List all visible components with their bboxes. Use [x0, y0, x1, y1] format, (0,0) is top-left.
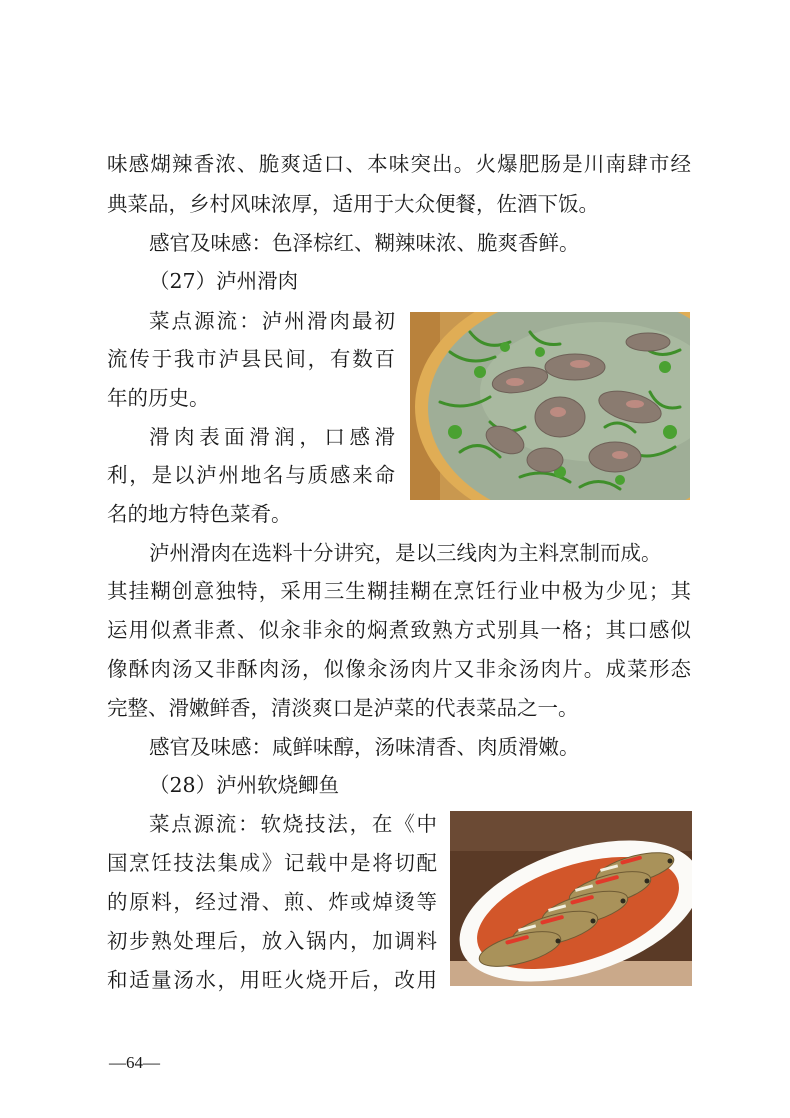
body-line: 名的地方特色菜肴。 — [107, 502, 292, 526]
page-number: —64— — [109, 1053, 160, 1072]
body-line: 初步熟处理后，放入锅内，加调料 — [107, 929, 437, 953]
body-line: 味感煳辣香浓、脆爽适口、本味突出。火爆肥肠是川南肆市经 — [107, 152, 691, 176]
body-line: 利，是以泸州地名与质感来命 — [107, 463, 395, 487]
luzhou-pork-soup-photo — [410, 312, 690, 500]
body-line: 运用似煮非煮、似汆非汆的焖煮致熟方式别具一格；其口感似 — [107, 618, 691, 642]
section-heading-27: （27）泸州滑肉 — [149, 269, 299, 293]
body-line: 流传于我市泸县民间，有数百 — [107, 347, 395, 371]
body-line: 感官及味感：咸鲜味醇，汤味清香、肉质滑嫩。 — [149, 735, 580, 759]
body-line: 菜点源流：泸州滑肉最初 — [149, 309, 395, 333]
body-line: 其挂糊创意独特，采用三生糊挂糊在烹饪行业中极为少见；其 — [107, 579, 691, 603]
body-line: 典菜品，乡村风味浓厚，适用于大众便餐，佐酒下饭。 — [107, 192, 599, 216]
body-line: 完整、滑嫩鲜香，清淡爽口是泸菜的代表菜品之一。 — [107, 696, 579, 720]
body-line: 年的历史。 — [107, 386, 210, 410]
braised-crucian-carp-photo — [450, 811, 692, 986]
body-line: 滑肉表面滑润，口感滑 — [149, 425, 395, 449]
body-line: 国烹饪技法集成》记载中是将切配 — [107, 851, 437, 875]
body-line: 感官及味感：色泽棕红、糊辣味浓、脆爽香鲜。 — [149, 231, 580, 255]
body-line: 泸州滑肉在选料十分讲究，是以三线肉为主料烹制而成。 — [149, 541, 662, 565]
body-line: 的原料，经过滑、煎、炸或焯烫等 — [107, 890, 437, 914]
body-line: 和适量汤水，用旺火烧开后，改用 — [107, 968, 437, 992]
body-line: 像酥肉汤又非酥肉汤，似像汆汤肉片又非汆汤肉片。成菜形态 — [107, 657, 691, 681]
body-line: 菜点源流：软烧技法，在《中 — [149, 812, 437, 836]
section-heading-28: （28）泸州软烧鲫鱼 — [149, 773, 340, 797]
